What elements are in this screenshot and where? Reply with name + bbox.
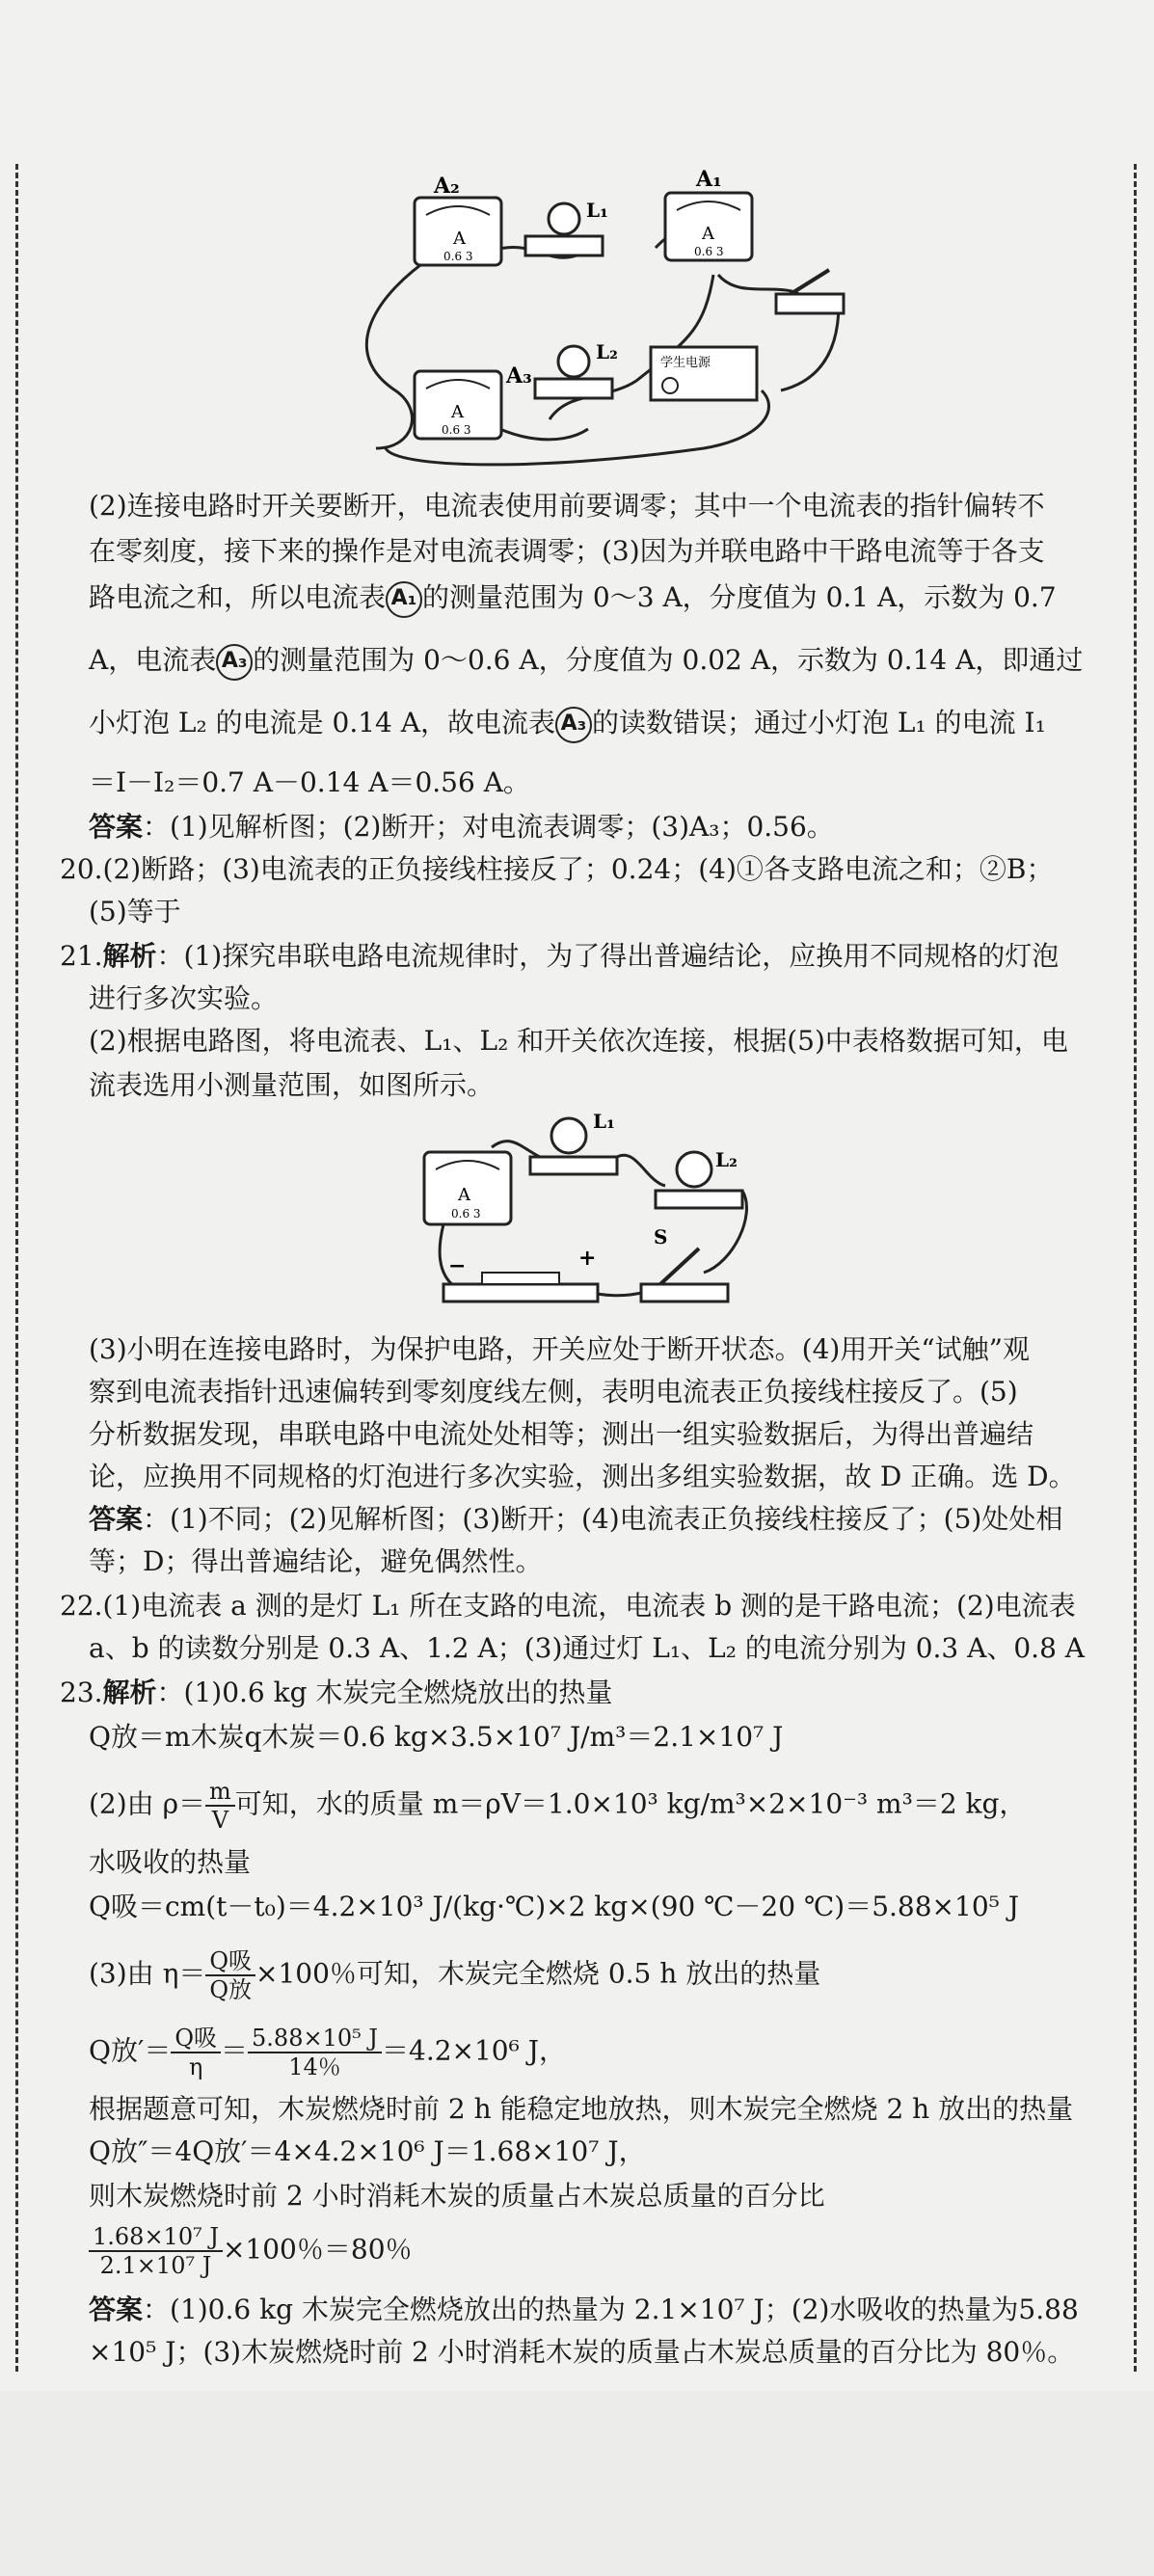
q21-line1-text: ：(1)探究串联电路电流规律时，为了得出普遍结论，应换用不同规格的灯泡 [156,940,1060,972]
page-bottom-margin [0,2391,1154,2576]
q23-line7a: Q放′＝ [89,2034,172,2067]
q23-number: 23. [60,1677,103,1708]
p1-line4b: 的测量范围为 0～0.6 A，分度值为 0.02 A，示数为 0.14 A，即通过 [253,644,1084,676]
answer-label: 答案 [89,811,144,843]
label-l2: L₂ [715,1148,738,1171]
q21-number: 21. [60,940,103,972]
ammeter [424,1152,511,1224]
ammeter-a1-symbol: A₁ [386,581,422,618]
ammeter-a2-scale: 0.6 3 [443,250,473,263]
q23-line4: 水吸收的热量 [89,1846,252,1878]
p1-line2: 在零刻度，接下来的操作是对电流表调零；(3)因为并联电路中干路电流等于各支 [89,535,1045,567]
fraction-m-over-v: $\frac{m}{V}$ [205,1778,235,1834]
label-l1: L₁ [586,199,608,222]
p1-line5 [89,704,1101,743]
q23-line8: 根据题意可知，木炭燃烧时前 2 h 能稳定地放热，则木炭完全燃烧 2 h 放出的热量 [89,2093,1074,2125]
p1-line3 [89,578,1101,618]
label-l2: L₂ [596,340,618,363]
p1-line3b: 的测量范围为 0～3 A，分度值为 0.1 A，示数为 0.7 [422,581,1057,613]
fraction-value: $\frac{\text{5.88×10⁵ J}}{14\%}$ [248,2025,382,2080]
ammeter-a3-unit: A [451,402,464,422]
p1-line1: (2)连接电路时开关要断开，电流表使用前要调零；其中一个电流表的指针偏转不 [89,490,1045,522]
p1-line4a: A，电流表 [89,644,217,676]
bulb-l1 [525,199,608,255]
p1-line6: ＝I－I₂＝0.7 A－0.14 A＝0.56 A。 [89,766,530,798]
power-supply-label: 学生电源 [660,356,711,370]
q23-line7 [89,2025,1101,2080]
q21-line1 [60,937,1072,976]
p1-line5a: 小灯泡 L₂ 的电流是 0.14 A，故电流表 [89,707,555,738]
fraction-percentage: $\frac{\text{1.68×10⁷ J}}{\text{2.1×10⁷ J}}$ [89,2223,223,2279]
analysis-label: 解析 [102,1677,157,1708]
q23-line11b: ×100％＝80％ [222,2233,413,2266]
q23-line6a: (3)由 η＝ [89,1957,206,1990]
q23-line1-text: ：(1)0.6 kg 木炭完全燃烧放出的热量 [156,1677,613,1708]
label-a2: A₂ [434,174,460,199]
q23-line1 [60,1674,1072,1712]
q21-line2: 进行多次实验。 [89,982,279,1014]
answer-23-line2: ×10⁵ J；(3)木炭燃烧时前 2 小时消耗木炭的质量占木炭总质量的百分比为 80％。 [89,2336,1075,2368]
answer-label: 答案 [89,1503,144,1535]
fraction-q-over-eta: $\frac{\text{Q吸}}{\eta}$ [171,2025,221,2080]
parallel-circuit-figure [337,159,858,477]
answer-23-line1 [89,2291,1101,2329]
right-dashed-border [1134,164,1137,2372]
ammeter-a2 [415,174,501,265]
ammeter-a3-symbol: A₃ [216,644,253,681]
ammeter-a3-scale: 0.6 3 [442,423,471,437]
ammeter-a3-symbol-2: A₃ [555,707,592,743]
q22-line2: a、b 的读数分别是 0.3 A、1.2 A；(3)通过灯 L₁、L₂ 的电流分别为 0.3 A、0.8 A [89,1632,1086,1664]
power-supply [651,347,757,400]
q23-line6 [89,1947,1101,2003]
ammeter-a1 [665,167,752,260]
ammeter-unit: A [458,1185,470,1205]
ammeter-a2-unit: A [453,228,466,249]
analysis-label: 解析 [102,940,157,972]
label-a1: A₁ [696,167,722,192]
q23-line3b: 可知，水的质量 m＝ρV＝1.0×10³ kg/m³×2×10⁻³ m³＝2 kg， [234,1787,1027,1820]
q23-line3a: (2)由 ρ＝ [89,1787,206,1820]
label-s: S [654,1225,668,1248]
answer-21-line2: 等；D；得出普遍结论，避免偶然性。 [89,1545,543,1577]
q23-line6b: ×100％可知，木炭完全燃烧 0.5 h 放出的热量 [255,1957,821,1990]
q23-line11 [89,2223,1101,2279]
q21-line7: 分析数据发现，串联电路中电流处处相等；测出一组实验数据后，为得出普遍结 [89,1418,1034,1450]
ammeter-a1-unit: A [702,224,714,244]
battery [443,1246,598,1301]
battery-plus: + [578,1246,597,1271]
p1-line3a: 路电流之和，所以电流表 [89,581,387,613]
p1-line5b: 的读数错误；通过小灯泡 L₁ 的电流 I₁ [592,707,1046,738]
ammeter-a1-scale: 0.6 3 [694,245,724,258]
q23-line3 [89,1778,1101,1834]
q21-line4: 流表选用小测量范围，如图所示。 [89,1069,495,1101]
q21-line8: 论，应换用不同规格的灯泡进行多次实验，测出多组实验数据，故 D 正确。选 D。 [89,1461,1076,1492]
answer-23-text: ：(1)0.6 kg 木炭完全燃烧放出的热量为 2.1×10⁷ J；(2)水吸收的热量为5.88 [143,2294,1079,2325]
switch-s [641,1225,728,1301]
ammeter-a3 [415,363,532,439]
q21-line6: 察到电流表指针迅速偏转到零刻度线左侧，表明电流表正负接线柱接反了。(5) [89,1376,1018,1408]
q20-line2: (5)等于 [89,896,181,927]
q23-line7-eq: ＝ [221,2034,249,2067]
q20-line1: 20.(2)断路；(3)电流表的正负接线柱接反了；0.24；(4)①各支路电流之和；②B； [60,853,1054,885]
bulb-l2 [656,1148,742,1208]
answer-19 [89,808,1101,846]
answer-21-text: ：(1)不同；(2)见解析图；(3)断开；(4)电流表正负接线柱接反了；(5)处处相 [143,1503,1063,1535]
bulb-l1 [530,1110,617,1174]
label-a3: A₃ [506,363,532,389]
q21-line5: (3)小明在连接电路时，为保护电路，开关应处于断开状态。(4)用开关“试触”观 [89,1333,1030,1365]
q23-line10: 则木炭燃烧时前 2 小时消耗木炭的质量占木炭总质量的百分比 [89,2180,825,2212]
fraction-efficiency: $\frac{\text{Q吸}}{\text{Q放}}$ [205,1947,255,2003]
label-l1: L₁ [593,1110,615,1133]
ammeter-scale: 0.6 3 [451,1207,481,1221]
battery-minus: − [448,1253,467,1278]
answer-label: 答案 [89,2294,144,2325]
left-dashed-border [15,164,18,2372]
series-circuit-figure [405,1109,762,1316]
q23-line9: Q放″＝4Q放′＝4×4.2×10⁶ J＝1.68×10⁷ J， [89,2135,646,2167]
q23-line5: Q吸＝cm(t－t₀)＝4.2×10³ J/(kg·℃)×2 kg×(90 ℃－20 ℃)＝5.88×10⁵ J [89,1891,1019,1922]
q22-line1: 22.(1)电流表 a 测的是灯 L₁ 所在支路的电流，电流表 b 测的是干路电流；(2)电流表 [60,1590,1076,1622]
q23-line2: Q放＝m木炭q木炭＝0.6 kg×3.5×10⁷ J/m³＝2.1×10⁷ J [89,1721,784,1753]
p1-line4 [89,641,1101,681]
q23-line7b: ＝4.2×10⁶ J， [382,2034,566,2067]
q21-line3: (2)根据电路图，将电流表、L₁、L₂ 和开关依次连接，根据(5)中表格数据可知，电 [89,1025,1068,1057]
bulb-l2 [535,340,618,398]
answer-19-text: ：(1)见解析图；(2)断开；对电流表调零；(3)A₃；0.56。 [143,811,834,843]
answer-21-line1 [89,1500,1101,1539]
